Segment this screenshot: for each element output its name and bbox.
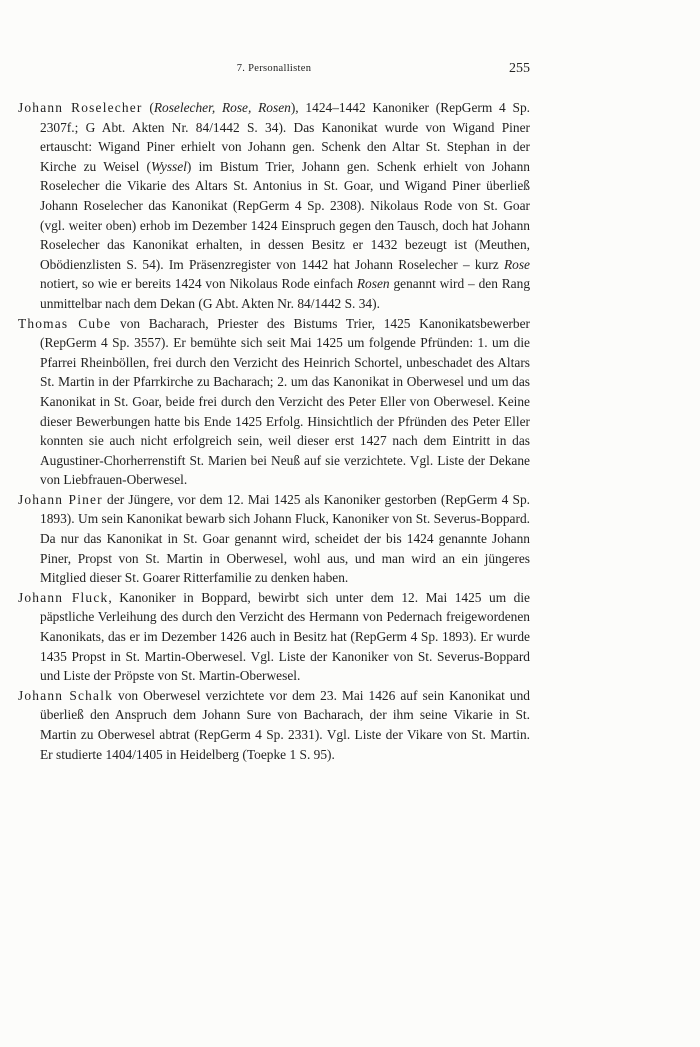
entry-text-segment: notiert, so wie er bereits 1424 von Nikolaus Rode einfach xyxy=(40,276,357,292)
entry-text xyxy=(40,100,530,311)
italic-name-form: Rose xyxy=(503,256,530,272)
italic-name-form: Wyssel xyxy=(150,158,187,174)
entry-text xyxy=(40,316,530,488)
entry-text xyxy=(40,590,530,683)
entry-name: Johann Roselecher xyxy=(18,100,143,115)
entry-text xyxy=(40,688,530,762)
running-head: 7. Personallisten xyxy=(236,63,312,74)
entry-name: Johann Fluck xyxy=(18,589,109,605)
page-header xyxy=(18,61,530,81)
entry-name: Johann Piner xyxy=(18,491,103,507)
entry-text-segment: der Jüngere, vor dem 12. Mai 1425 als Kanoniker gestorben (RepGerm 4 Sp. 1893). Um sein Kanonikat bewarb sich Johann Fluck, Kanoniker von St. Severus-Boppard. Da nur das Kanonikat in St. Goar genannt wird, scheidet der bis 1424 genannte Johann Piner, Propst von St. Martin in Oberwesel, wohl aus, und man wird an ein jüngeres Mitglied dieser St. Goarer Ritterfamilie zu denken haben. xyxy=(40,491,530,586)
entry-text-segment: von Bacharach, Priester des Bistums Trier, 1425 Kanonikatsbewerber (RepGerm 4 Sp. 3557). Er bemühte sich seit Mai 1425 um folgende Pfründen: 1. um die Pfarrei Rheinböllen, frei durch den Verzicht des Heinrich Schortel, unbeschadet des Altars St. Martin in der Pfarrkirche zu Bacharach; 2. um das Kanonikat in Oberwesel und um das Kanonikat in St. Goar, beide frei durch den Verzicht des Peter Eller von Oberwesel. Keine dieser Bewerbungen hatte bis Ende 1425 Erfolg. Hinsichtlich der Pfründen des Peter Eller konnten sie auch nicht erfolgreich sein, weil dieser erst 1427 nach dem Eintritt in das Augustiner-Chorherrenstift St. Marien bei Neuß auf sie verzichtete. Vgl. Liste der Dekane von Liebfrauen-Oberwesel. xyxy=(40,315,530,488)
entry-name: Thomas Cube xyxy=(18,315,112,331)
entry-text-segment: , Kanoniker in Boppard, bewirbt sich unter dem 12. Mai 1425 um die päpstliche Verleihung des durch den Verzicht des Hermann von Pedernach freigewordenen Kanonikats, das er im Dezember 1426 auch in Besitz hat (RepGerm 4 Sp. 1893). Er wurde 1435 Propst in St. Martin-Oberwesel. Vgl. Liste der Kanoniker von St. Severus-Boppard und Liste der Pröpste von St. Martin-Oberwesel. xyxy=(40,589,530,684)
entry-text-segment: ( xyxy=(142,100,154,115)
page-number: 255 xyxy=(509,61,530,76)
italic-name-form: Rosen xyxy=(356,276,390,292)
entry-thomas-cube xyxy=(18,314,530,490)
entry-name: Johann Schalk xyxy=(18,687,114,703)
register-entries xyxy=(18,98,530,764)
entry-text-segment: genannt wird – den Rang unmittelbar nach dem Dekan (G Abt. Akten Nr. 84/1442 S. 34). xyxy=(40,276,531,311)
entry-johann-schalk xyxy=(18,686,530,764)
entry-johann-fluck xyxy=(18,588,530,686)
entry-text-segment: von Oberwesel verzichtete vor dem 23. Mai 1426 auf sein Kanonikat und überließ den Anspruch dem Johann Sure von Bacharach, der ihm seine Vikarie in St. Martin zu Oberwesel abtrat (RepGerm 4 Sp. 2331). Vgl. Liste der Vikare von St. Martin. Er studierte 1404/1405 in Heidelberg (Toepke 1 S. 95). xyxy=(40,687,530,762)
entry-johann-roselecher xyxy=(18,98,530,314)
italic-name-form: Roselecher, Rose, Rosen xyxy=(153,100,291,115)
entry-text-segment: ) im Bistum Trier, Johann gen. Schenk erhielt von Johann Roselecher die Vikarie des Altars St. Antonius in St. Goar, und Wigand Piner überließ Johann Roselecher das Kanonikat (RepGerm 4 Sp. 2308). Nikolaus Rode von St. Goar (vgl. weiter oben) erhob im Dezember 1424 Einspruch gegen den Tausch, doch hat Johann Roselecher das Kanonikat erhalten, in dessen Besitz er 1432 bezeugt ist (Meuthen, Obödienzlisten S. 54). Im Präsenzregister von 1442 hat Johann Roselecher – kurz xyxy=(40,158,530,272)
entry-johann-piner xyxy=(18,490,530,588)
entry-text xyxy=(40,492,530,585)
entry-text-segment: ), 1424–1442 Kanoniker (RepGerm 4 Sp. 2307f.; G Abt. Akten Nr. 84/1442 S. 34). Das Kanonikat wurde von Wigand Piner ertauscht: Wigand Piner erhielt von Johann gen. Schenk den Altar St. Stephan in der Kirche zu Weisel ( xyxy=(40,100,530,174)
